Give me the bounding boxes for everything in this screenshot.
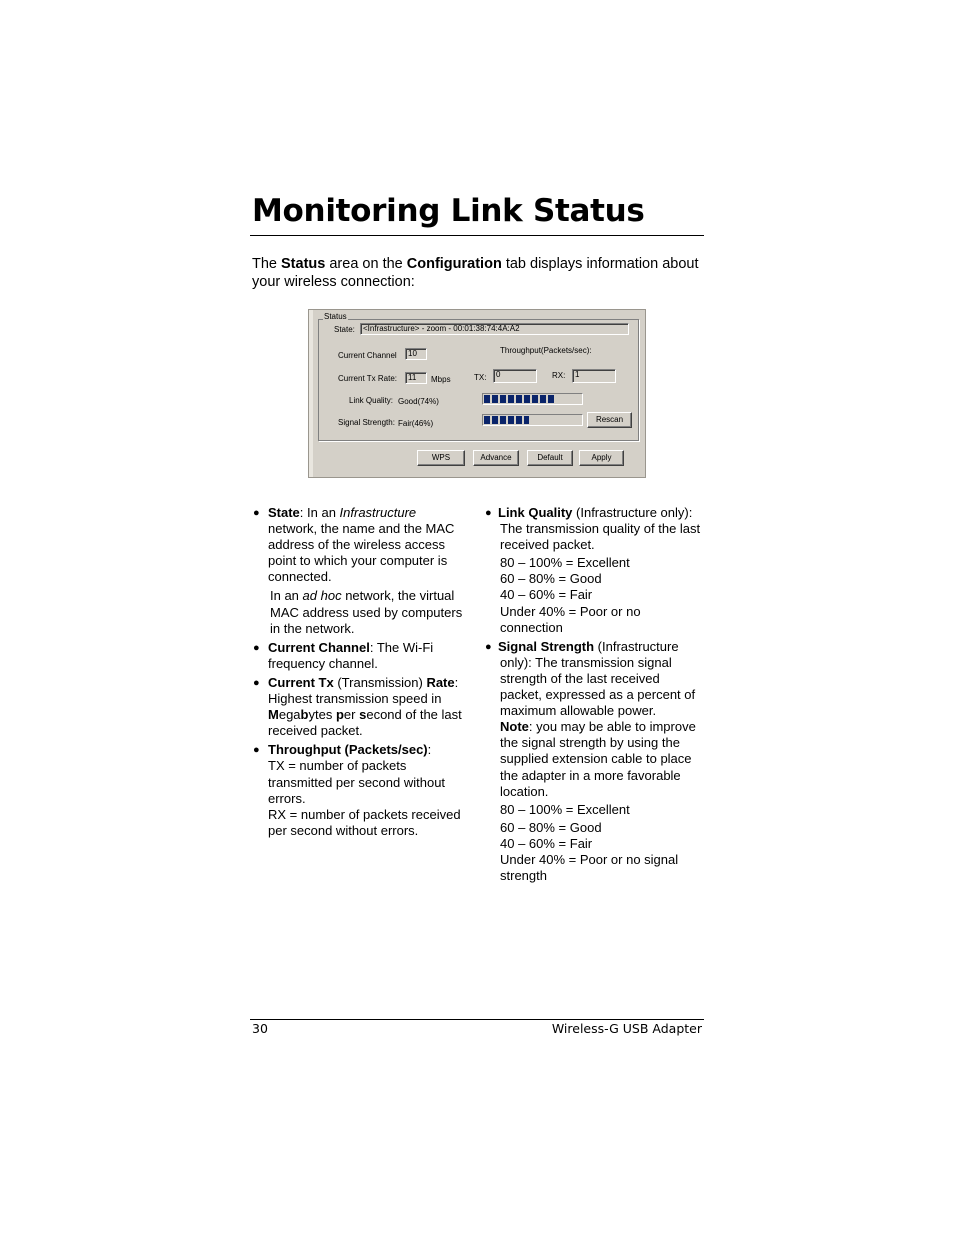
rx-field: 1 [572, 369, 616, 383]
link-quality-bar-fill [484, 395, 556, 403]
intro-paragraph: The Status area on the Configuration tab displays information about your wireless connection: [252, 256, 699, 290]
tx-label: TX: [474, 373, 487, 382]
bullet-icon: ● [253, 676, 260, 689]
current-channel-field: 10 [405, 348, 427, 360]
footer-rule [250, 1019, 704, 1020]
status-group-label: Status [324, 312, 347, 321]
link-quality-bar [482, 393, 583, 405]
tx-rate-unit: Mbps [431, 375, 451, 384]
page-title: Monitoring Link Status [252, 193, 645, 229]
rescan-button[interactable]: Rescan [587, 412, 632, 428]
wps-button[interactable]: WPS [417, 450, 465, 466]
list-item-state: ● State: In an Infrastructure network, the name and the MAC address of the wireless access point to which your computer is connected. In an ad hoc network, the virtual MAC address used by computers in the network. [253, 505, 463, 636]
link-quality-value: Good(74%) [398, 397, 439, 406]
default-button[interactable]: Default [527, 450, 573, 466]
bullet-icon: ● [253, 507, 260, 519]
rx-label: RX: [552, 371, 566, 380]
page-number: 30 [252, 1021, 268, 1036]
current-tx-rate-label: Current Tx Rate: [338, 374, 397, 383]
signal-strength-value: Fair(46%) [398, 419, 434, 428]
list-item-current-tx-rate: ● Current Tx (Transmission) Rate: Highest transmission speed in Megabytes per second of the last received packet. [253, 674, 462, 739]
bullet-icon: ● [485, 507, 492, 519]
current-tx-rate-field: 11 [405, 372, 427, 384]
status-dialog-screenshot [308, 309, 646, 478]
right-column [485, 505, 704, 884]
state-field: <Infrastructure> - zoom - 00:01:38:74:4A:A2 [360, 323, 629, 335]
list-item-signal-strength: ● Signal Strength (Infrastructure only): The transmission signal strength of the last received packet, expressed as a percent of maximum allowable power. Note: you may be able to improve the signal strength by using the supplied extension cable to place the adapter in a more favorable location. 80 – 100% = Excellent 60 – 80% = Good 40 – 60% = Fair Under 40% = Poor or no signal strength [500, 639, 704, 884]
throughput-label: Throughput(Packets/sec): [500, 346, 592, 355]
list-item-current-channel: ● Current Channel: The Wi-Fi frequency channel. [253, 639, 434, 671]
advance-button[interactable]: Advance [473, 450, 519, 466]
throughput-rx-text: RX = number of packets received per second without errors. [268, 806, 461, 838]
signal-strength-grades: 80 – 100% = Excellent 60 – 80% = Good 40 – 60% = Fair Under 40% = Poor or no signal strength [500, 801, 679, 884]
footer-product-name: Wireless-G USB Adapter [551, 1021, 702, 1036]
signal-strength-bar [482, 414, 583, 426]
link-quality-label: Link Quality: [349, 396, 394, 405]
tx-field: 0 [493, 369, 537, 383]
apply-button[interactable]: Apply [579, 450, 624, 466]
list-item-throughput: ● Throughput (Packets/sec): TX = number of packets transmitted per second without errors. RX = number of packets received per second without errors. [268, 742, 464, 839]
state-label: State: [334, 325, 355, 334]
adhoc-paragraph: In an ad hoc network, the virtual MAC address used by computers in the network. [270, 588, 463, 636]
list-item-link-quality: ● Link Quality (Infrastructure only): The transmission quality of the last received packet. 80 – 100% = Excellent 60 – 80% = Good 40 – 60% = Fair Under 40% = Poor or no connection [500, 505, 704, 636]
link-quality-grades: 80 – 100% = Excellent 60 – 80% = Good 40 – 60% = Fair Under 40% = Poor or no connection [500, 555, 641, 635]
note-paragraph: Note: you may be able to improve the signal strength by using the supplied extension cable to place the adapter in a more favorable location. [500, 719, 696, 799]
bullet-icon: ● [485, 640, 492, 653]
dialog-edge [309, 310, 313, 477]
signal-strength-label: Signal Strength: [338, 418, 395, 427]
title-rule [250, 235, 704, 236]
bullet-icon: ● [253, 641, 260, 654]
left-column [253, 505, 464, 839]
bullet-icon: ● [253, 744, 260, 757]
current-channel-label: Current Channel [338, 351, 397, 360]
throughput-tx-text: TX = number of packets transmitted per second without errors. [268, 758, 446, 806]
signal-strength-bar-fill [484, 416, 529, 424]
